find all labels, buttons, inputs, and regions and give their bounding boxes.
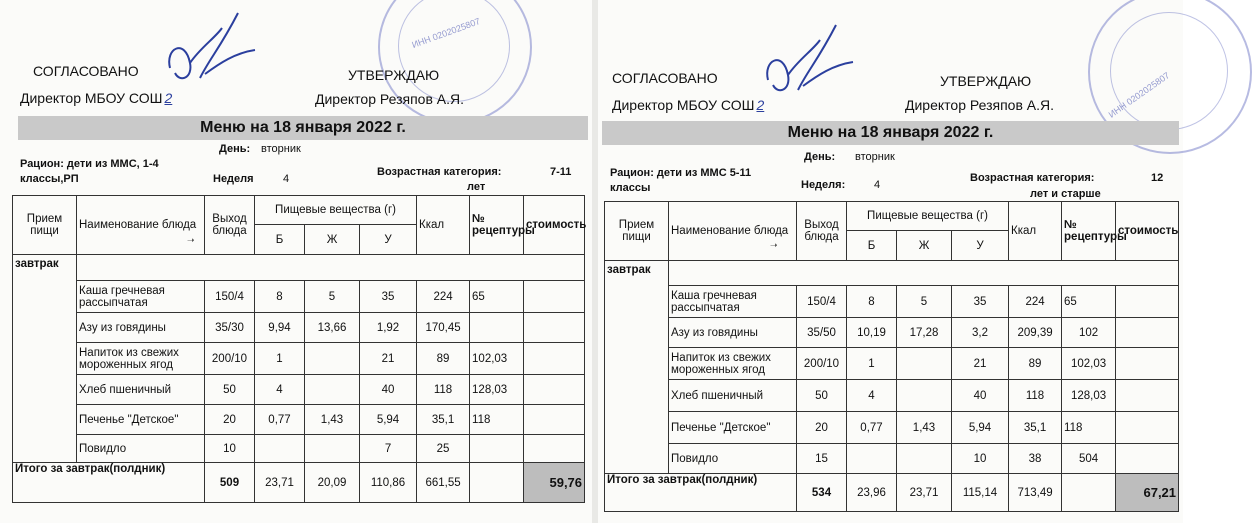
dish-kcal: 118 [1009,380,1062,412]
col-header-yield: Выход блюда [205,196,255,255]
col-header-zh: Ж [305,225,360,255]
table-row [605,286,1179,318]
dish-yield: 50 [797,380,847,412]
approved-label: СОГЛАСОВАНО [612,70,718,86]
dish-name: Напиток из свежих мороженных ягод [669,348,797,380]
meal-spacer-row [77,255,585,281]
dish-recipe: 118 [470,405,524,435]
approved-role [612,97,764,113]
col-header-yield: Выход блюда [797,202,847,261]
age-category-value: 7-11 [550,166,572,178]
dish-zh [305,343,360,375]
dish-recipe: 102,03 [470,343,524,375]
dish-cost [1116,412,1179,444]
dish-zh [897,380,952,412]
ration-line-2: классы,РП [20,173,79,185]
dish-name: Каша гречневая рассыпчатая [669,286,797,318]
age-category-value: 12 [1151,172,1164,184]
dish-kcal: 25 [417,435,470,463]
day-value: вторник [855,151,895,163]
col-header-zh: Ж [897,231,952,261]
approved-role [20,90,172,106]
week-label: Неделя [213,173,254,185]
dish-recipe: 65 [1062,286,1116,318]
total-row [605,474,1179,512]
dish-u: 40 [360,375,417,405]
dish-cost [524,435,585,463]
dish-u: 1,92 [360,313,417,343]
age-category-label: Возрастная категория: [970,172,1095,184]
dish-u: 35 [952,286,1009,318]
dish-name: Печенье "Детское" [669,412,797,444]
dish-zh [305,375,360,405]
dish-b: 1 [847,348,897,380]
dish-kcal: 89 [417,343,470,375]
dish-yield: 200/10 [205,343,255,375]
col-header-meal: Прием пищи [13,196,77,255]
dish-yield: 35/30 [205,313,255,343]
meal-name: завтрак [13,255,77,463]
dish-zh [897,348,952,380]
confirm-role: Директор Резяпов А.Я. [315,91,464,107]
dish-cost [1116,348,1179,380]
approved-role-text: Директор МБОУ СОШ [20,90,163,106]
col-header-recipe: № рецептуры [1062,202,1116,261]
dish-recipe: 128,03 [1062,380,1116,412]
dish-cost [1116,380,1179,412]
dish-yield: 200/10 [797,348,847,380]
table-row [605,318,1179,348]
dish-yield: 20 [205,405,255,435]
meal-name: завтрак [605,261,669,474]
week-label: Неделя: [801,179,846,191]
total-zh: 23,71 [897,474,952,512]
age-category-label: Возрастная категория: [377,166,502,178]
dish-b: 1 [255,343,305,375]
dish-yield: 35/50 [797,318,847,348]
table-row [605,348,1179,380]
total-row [13,463,585,503]
dish-b: 8 [847,286,897,318]
menu-table [604,201,1179,512]
col-header-cost: стоимость [524,196,585,255]
dish-u: 7 [360,435,417,463]
col-header-nutrients: Пищевые вещества (г) [847,202,1009,231]
total-cost: 59,76 [524,463,585,503]
arrow-mark-icon: ➝ [770,240,778,250]
total-kcal: 713,49 [1009,474,1062,512]
col-header-kcal: Ккал [417,196,470,255]
dish-recipe: 102,03 [1062,348,1116,380]
col-header-meal: Прием пищи [605,202,669,261]
dish-b: 4 [255,375,305,405]
total-b: 23,96 [847,474,897,512]
dish-yield: 15 [797,444,847,474]
dish-name: Азу из говядины [77,313,205,343]
dish-u: 21 [360,343,417,375]
dish-zh: 17,28 [897,318,952,348]
dish-b: 8 [255,281,305,313]
ration-line-1: Рацион: дети из ММС, 1-4 [20,158,159,170]
stamp-inn-text: ИНН 0202025807 [410,15,482,51]
total-b: 23,71 [255,463,305,503]
dish-kcal: 118 [417,375,470,405]
dish-b [847,444,897,474]
menu-sheet-2 [598,0,1183,523]
dish-recipe: 65 [470,281,524,313]
col-header-nutrients: Пищевые вещества (г) [255,196,417,225]
dish-cost [524,405,585,435]
confirm-label: УТВЕРЖДАЮ [940,73,1032,89]
table-row [605,412,1179,444]
dish-kcal: 89 [1009,348,1062,380]
dish-b: 9,94 [255,313,305,343]
stamp-inn-text: ИНН 0202025807 [1106,70,1172,120]
dish-b: 4 [847,380,897,412]
ration-line-2: классы [610,182,651,194]
total-u: 110,86 [360,463,417,503]
dish-kcal: 224 [1009,286,1062,318]
dish-recipe [470,313,524,343]
age-category-suffix: лет [467,181,486,193]
col-header-kcal: Ккал [1009,202,1062,261]
confirm-label: УТВЕРЖДАЮ [348,67,440,83]
table-row [605,444,1179,474]
dish-name: Повидло [77,435,205,463]
dish-zh: 5 [305,281,360,313]
dish-name: Каша гречневая рассыпчатая [77,281,205,313]
table-row [13,313,585,343]
dish-zh [897,444,952,474]
total-recipe [470,463,524,503]
total-kcal: 661,55 [417,463,470,503]
col-header-cost: стоимость [1116,202,1179,261]
col-header-b: Б [847,231,897,261]
confirm-role: Директор Резяпов А.Я. [905,97,1054,113]
table-row [13,375,585,405]
dish-u: 35 [360,281,417,313]
total-zh: 20,09 [305,463,360,503]
day-label: День: [804,151,836,163]
dish-kcal: 209,39 [1009,318,1062,348]
dish-name: Хлеб пшеничный [77,375,205,405]
table-row [13,343,585,375]
dish-kcal: 35,1 [417,405,470,435]
director-signature [160,8,260,108]
table-row [605,380,1179,412]
dish-zh: 1,43 [897,412,952,444]
table-row [13,405,585,435]
dish-kcal: 38 [1009,444,1062,474]
ration-line-1: Рацион: дети из ММС 5-11 [610,167,752,179]
school-number: 2 [756,97,765,113]
dish-name: Печенье "Детское" [77,405,205,435]
total-recipe [1062,474,1116,512]
dish-recipe: 118 [1062,412,1116,444]
table-row [13,281,585,313]
dish-kcal: 170,45 [417,313,470,343]
dish-name: Напиток из свежих мороженных ягод [77,343,205,375]
approved-label: СОГЛАСОВАНО [33,63,139,79]
dish-name: Хлеб пшеничный [669,380,797,412]
school-number: 2 [164,90,173,106]
age-category-suffix: лет и старше [1030,188,1101,200]
menu-title: Меню на 18 января 2022 г. [602,121,1179,145]
dish-b: 0,77 [255,405,305,435]
total-yield: 509 [205,463,255,503]
dish-name: Азу из говядины [669,318,797,348]
total-u: 115,14 [952,474,1009,512]
dish-u: 10 [952,444,1009,474]
meal-spacer-row [669,261,1179,286]
dish-zh: 5 [897,286,952,318]
dish-yield: 10 [205,435,255,463]
dish-cost [524,343,585,375]
dish-zh: 1,43 [305,405,360,435]
dish-cost [524,281,585,313]
dish-yield: 150/4 [205,281,255,313]
col-header-dish: Наименование блюда [77,196,205,255]
dish-u: 5,94 [360,405,417,435]
menu-title: Меню на 18 января 2022 г. [18,116,588,140]
total-cost: 67,21 [1116,474,1179,512]
dish-yield: 20 [797,412,847,444]
dish-u: 5,94 [952,412,1009,444]
director-signature [758,20,858,120]
dish-recipe [470,435,524,463]
menu-sheet-1 [0,0,592,523]
total-yield: 534 [797,474,847,512]
dish-yield: 50 [205,375,255,405]
dish-cost [1116,318,1179,348]
arrow-mark-icon: ➝ [187,235,195,245]
col-header-recipe: № рецептуры [470,196,524,255]
col-header-dish: Наименование блюда [669,202,797,261]
week-value: 4 [874,179,881,191]
dish-b: 0,77 [847,412,897,444]
dish-name: Повидло [669,444,797,474]
dish-cost [1116,444,1179,474]
table-row [13,435,585,463]
dish-kcal: 224 [417,281,470,313]
dish-u: 40 [952,380,1009,412]
dish-cost [1116,286,1179,318]
day-label: День: [219,143,251,155]
total-label: Итого за завтрак(полдник) [13,463,205,503]
week-value: 4 [283,173,290,185]
dish-recipe: 102 [1062,318,1116,348]
col-header-u: У [360,225,417,255]
dish-recipe: 504 [1062,444,1116,474]
col-header-u: У [952,231,1009,261]
total-label: Итого за завтрак(полдник) [605,474,797,512]
dish-kcal: 35,1 [1009,412,1062,444]
dish-zh [305,435,360,463]
dish-u: 3,2 [952,318,1009,348]
dish-zh: 13,66 [305,313,360,343]
dish-b [255,435,305,463]
dish-yield: 150/4 [797,286,847,318]
dish-u: 21 [952,348,1009,380]
dish-cost [524,375,585,405]
dish-b: 10,19 [847,318,897,348]
day-value: вторник [261,143,301,155]
stamp-inner-ring [1110,12,1228,130]
menu-table [12,195,585,503]
dish-recipe: 128,03 [470,375,524,405]
approved-role-text: Директор МБОУ СОШ [612,97,755,113]
col-header-b: Б [255,225,305,255]
dish-cost [524,313,585,343]
